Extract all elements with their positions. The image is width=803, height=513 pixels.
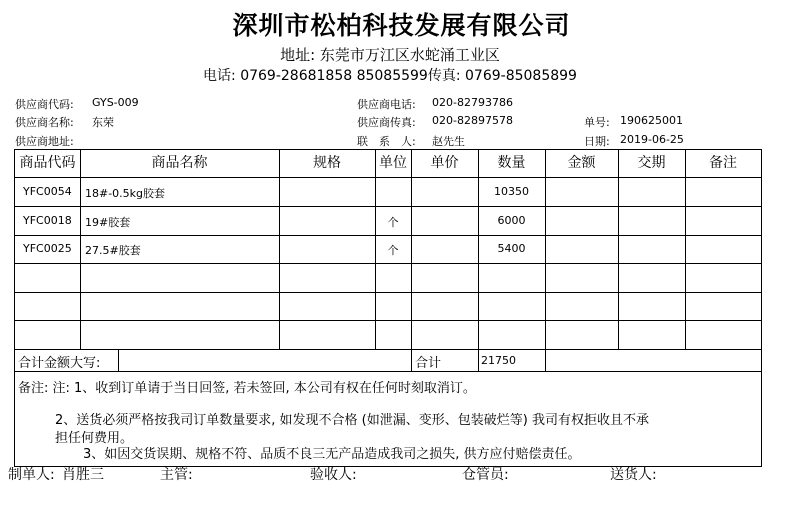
supplier-name-label: 供应商名称: xyxy=(15,116,74,129)
row-divider xyxy=(15,177,761,178)
company-address: 地址: 东莞市万江区水蛇涌工业区 xyxy=(280,46,500,64)
header-price: 单价 xyxy=(430,155,459,171)
header-code: 商品代码 xyxy=(19,155,76,171)
supplier-phone: 020-82793786 xyxy=(432,96,513,109)
total-qty: 21750 xyxy=(481,354,516,367)
col-divider xyxy=(685,150,686,349)
row-divider xyxy=(15,320,761,321)
row-code: YFC0025 xyxy=(23,242,72,255)
order-table xyxy=(14,149,762,467)
header-name: 商品名称 xyxy=(151,155,208,171)
row-name: 19#胶套 xyxy=(85,216,131,229)
col-divider xyxy=(545,150,546,371)
row-name: 27.5#胶套 xyxy=(85,244,141,257)
note-line-1: 备注: 注: 1、收到订单请于当日回签, 若未签回, 本公司有权在任何时刻取消订。 xyxy=(18,381,476,396)
supervisor-label: 主管: xyxy=(160,467,193,483)
header-remark: 备注 xyxy=(709,155,737,171)
row-qty: 6000 xyxy=(497,214,526,227)
supplier-phone-label: 供应商电话: xyxy=(357,98,416,111)
order-no-label: 单号: xyxy=(584,116,610,129)
row-code: YFC0054 xyxy=(23,185,72,198)
deliverer-label: 送货人: xyxy=(610,467,657,483)
row-code: YFC0018 xyxy=(23,214,72,227)
order-no: 190625001 xyxy=(620,114,683,127)
header-qty: 数量 xyxy=(497,155,526,171)
col-divider xyxy=(478,150,479,371)
row-unit: 个 xyxy=(387,216,399,229)
row-divider xyxy=(15,292,761,293)
supplier-fax: 020-82897578 xyxy=(432,114,513,127)
col-divider xyxy=(411,150,412,371)
supplier-fax-label: 供应商传真: xyxy=(357,116,416,129)
supplier-contact-label: 联 系 人: xyxy=(357,135,416,148)
col-divider xyxy=(80,150,81,349)
company-phone: 电话: 0769-28681858 85085599传真: 0769-85085899 xyxy=(203,68,577,84)
row-qty: 10350 xyxy=(494,185,529,198)
row-divider xyxy=(15,371,761,372)
order-date-label: 日期: xyxy=(584,135,610,148)
supplier-contact: 赵先生 xyxy=(432,135,465,148)
header-amount: 金额 xyxy=(567,155,596,171)
supplier-address-label: 供应商地址: xyxy=(15,135,74,148)
total-amount-label: 合计金额大写: xyxy=(18,356,101,371)
note-line-4: 3、如因交货误期、规格不符、品质不良三无产品造成我司之损失, 供方应付赔偿责任。 xyxy=(83,447,581,462)
col-divider xyxy=(618,150,619,349)
order-date: 2019-06-25 xyxy=(620,133,684,146)
row-divider xyxy=(15,349,761,350)
note-line-2: 2、送货必须严格按我司订单数量要求, 如发现不合格 (如泄漏、变形、包装破烂等) 我司有权拒收且不承 xyxy=(55,413,649,428)
row-divider xyxy=(15,235,761,236)
col-divider xyxy=(118,349,119,371)
row-divider xyxy=(15,263,761,264)
maker-label: 制单人: xyxy=(8,467,55,483)
supplier-code: GYS-009 xyxy=(92,96,139,109)
company-name: 深圳市松柏科技发展有限公司 xyxy=(232,11,571,40)
warehouse-label: 仓管员: xyxy=(462,467,509,483)
supplier-name: 东荣 xyxy=(92,116,114,129)
supplier-code-label: 供应商代码: xyxy=(15,98,74,111)
row-name: 18#-0.5kg胶套 xyxy=(85,187,166,200)
col-divider xyxy=(279,150,280,349)
row-unit: 个 xyxy=(387,244,399,257)
inspector-label: 验收人: xyxy=(310,467,357,483)
header-delivery: 交期 xyxy=(637,155,666,171)
header-unit: 单位 xyxy=(379,155,407,171)
total-label: 合计 xyxy=(415,356,442,371)
header-spec: 规格 xyxy=(313,155,341,171)
maker-name: 肖胜三 xyxy=(62,467,104,483)
note-line-3: 担任何费用。 xyxy=(55,431,134,446)
row-divider xyxy=(15,206,761,207)
row-qty: 5400 xyxy=(497,242,526,255)
